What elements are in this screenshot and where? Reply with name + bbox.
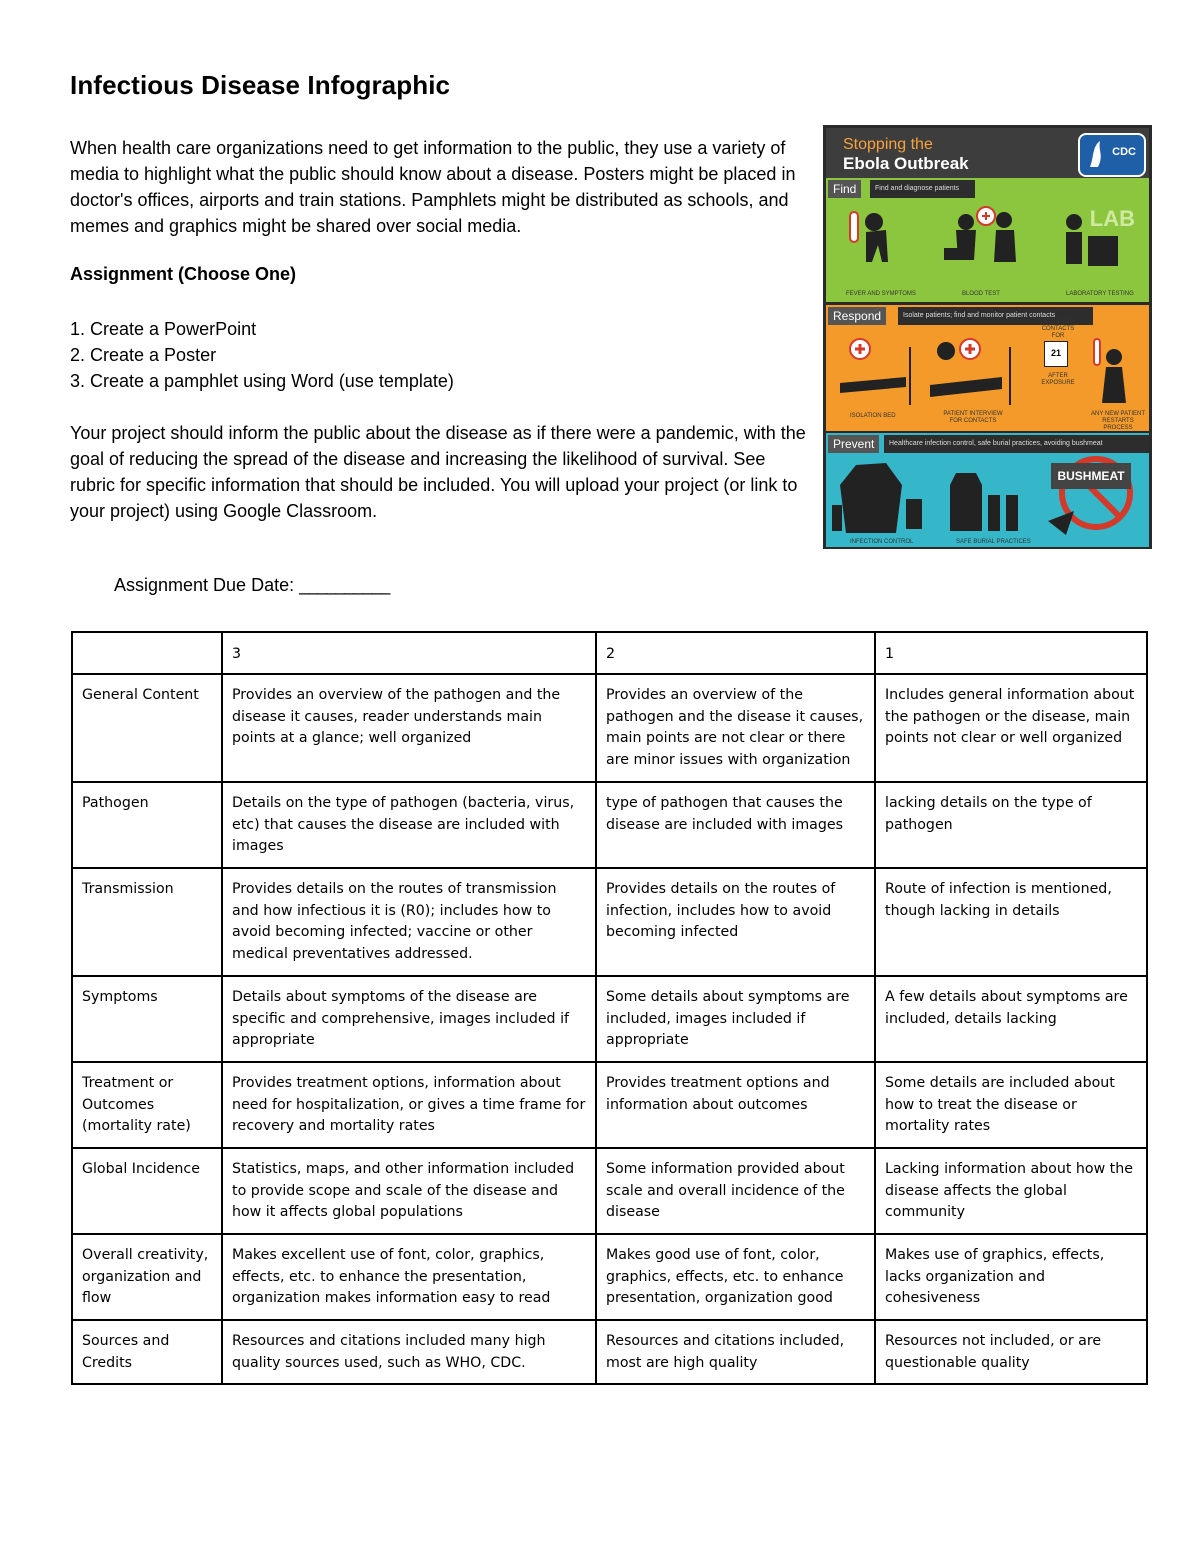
rubric-row — [72, 868, 1147, 976]
score-1-cell: lacking details on the type of pathogen — [875, 782, 1147, 868]
find-label: Find — [828, 180, 861, 198]
score-3-cell: Provides treatment options, information about need for hospitalization, or gives a time frame for recovery and mortality rates — [222, 1062, 596, 1148]
find-caption: LABORATORY TESTING — [1066, 291, 1134, 297]
poster-respond-section — [826, 305, 1149, 431]
score-2-cell: Provides details on the routes of infection, includes how to avoid becoming infected — [596, 868, 875, 976]
poster-prevent-section — [826, 433, 1149, 547]
cdc-logo — [1078, 133, 1146, 177]
criterion-cell: Transmission — [72, 868, 222, 976]
find-figures-icon — [826, 200, 1149, 300]
criterion-cell: Global Incidence — [72, 1148, 222, 1234]
poster-find-section — [826, 178, 1149, 302]
option-item: 3. Create a pamphlet using Word (use template) — [70, 371, 454, 391]
find-caption: FEVER AND SYMPTOMS — [846, 291, 916, 297]
project-paragraph: Your project should inform the public about the disease as if there were a pandemic, with the goal of reducing the spread of the disease and increasing the likelihood of survival. See rubric for specific information that should be included. You will upload your project (or link to your project) using Google Classroom. — [70, 423, 806, 521]
score-2-cell: Provides an overview of the pathogen and the disease it causes, main points are not clear or there are minor issues with organization — [596, 674, 875, 782]
respond-caption: ANY NEW PATIENT RESTARTS PROCESS — [1090, 411, 1145, 431]
respond-text: Isolate patients; find and monitor patient contacts — [898, 307, 1093, 325]
page-title: Infectious Disease Infographic — [70, 70, 451, 100]
score-1-cell: Includes general information about the pathogen or the disease, main points not clear or well organized — [875, 674, 1147, 782]
score-2-cell: Resources and citations included, most are high quality — [596, 1320, 875, 1384]
criterion-cell: Pathogen — [72, 782, 222, 868]
score-3-cell: Makes excellent use of font, color, graphics, effects, etc. to enhance the presentation, organization makes information easy to read — [222, 1234, 596, 1320]
score-3-cell: Provides an overview of the pathogen and the disease it causes, reader understands main points at a glance; well organized — [222, 674, 596, 782]
rubric-row — [72, 1062, 1147, 1148]
poster-title-line1: Stopping the — [843, 136, 933, 153]
rubric-row — [72, 1320, 1147, 1384]
score-3-cell: Statistics, maps, and other information included to provide scope and scale of the disease and how it affects global populations — [222, 1148, 596, 1234]
score-2-cell: Provides treatment options and information about outcomes — [596, 1062, 875, 1148]
respond-caption: PATIENT INTERVIEW FOR CONTACTS — [943, 411, 1003, 424]
prevent-label: Prevent — [828, 435, 879, 453]
score-3-cell: Provides details on the routes of transmission and how infectious it is (R0); includes how to avoid becoming infected; vaccine or other medical preventatives addressed. — [222, 868, 596, 976]
score-1-cell: Some details are included about how to treat the disease or mortality rates — [875, 1062, 1147, 1148]
prevent-text: Healthcare infection control, safe burial practices, avoiding bushmeat — [884, 435, 1149, 453]
rubric-header-row — [72, 632, 1147, 674]
cdc-logo-text: CDC — [1112, 146, 1136, 158]
criterion-cell: Treatment or Outcomes (mortality rate) — [72, 1062, 222, 1148]
score-1-cell: A few details about symptoms are included, details lacking — [875, 976, 1147, 1062]
eagle-icon — [1084, 137, 1114, 173]
poster-title-line2: Ebola Outbreak — [843, 154, 969, 173]
score-2-cell: type of pathogen that causes the disease are included with images — [596, 782, 875, 868]
poster-header — [826, 128, 1149, 178]
rubric-table — [71, 631, 1148, 1385]
prevent-caption: INFECTION CONTROL — [850, 539, 914, 545]
assignment-options — [70, 316, 454, 394]
find-text: Find and diagnose patients — [870, 180, 975, 198]
criterion-cell: General Content — [72, 674, 222, 782]
respond-label: Respond — [828, 307, 886, 325]
calendar-icon: 21 — [1044, 341, 1068, 367]
respond-caption: AFTER EXPOSURE — [1041, 373, 1075, 386]
score-1-cell: Makes use of graphics, effects, lacks organization and cohesiveness — [875, 1234, 1147, 1320]
due-date-label: Assignment Due Date: — [114, 575, 295, 595]
prevent-caption: SAFE BURIAL PRACTICES — [956, 539, 1031, 545]
score-2-cell: Makes good use of font, color, graphics, effects, etc. to enhance presentation, organization good — [596, 1234, 875, 1320]
criterion-cell: Overall creativity, organization and flow — [72, 1234, 222, 1320]
rubric-row — [72, 1148, 1147, 1234]
rubric-row — [72, 674, 1147, 782]
respond-caption: MONITOR CONTACTS FOR — [1041, 319, 1075, 339]
score-3-cell: Resources and citations included many high quality sources used, such as WHO, CDC. — [222, 1320, 596, 1384]
score-3-cell: Details about symptoms of the disease are specific and comprehensive, images included if appropriate — [222, 976, 596, 1062]
rubric-header-cell — [72, 632, 222, 674]
lab-text: LAB — [1089, 206, 1135, 231]
rubric-header-cell: 2 — [596, 632, 875, 674]
score-3-cell: Details on the type of pathogen (bacteria, virus, etc) that causes the disease are included with images — [222, 782, 596, 868]
bushmeat-text: BUSHMEAT — [1051, 463, 1131, 489]
ebola-poster-image — [823, 125, 1152, 549]
intro-paragraph: When health care organizations need to get information to the public, they use a variety of media to highlight what the public should know about a disease. Posters might be placed in doctor's offices, airports and train stations. Pamphlets might be distributed as schools, and memes and graphics might be shared over social media. — [70, 138, 796, 236]
rubric-row — [72, 782, 1147, 868]
due-date-blank: __________ — [299, 575, 390, 595]
rubric-row — [72, 1234, 1147, 1320]
criterion-cell: Sources and Credits — [72, 1320, 222, 1384]
rubric-row — [72, 976, 1147, 1062]
assignment-heading: Assignment (Choose One) — [70, 264, 297, 284]
score-1-cell: Lacking information about how the disease affects the global community — [875, 1148, 1147, 1234]
find-caption: BLOOD TEST — [962, 291, 1000, 297]
rubric-header-cell: 1 — [875, 632, 1147, 674]
option-item: 1. Create a PowerPoint — [70, 319, 257, 339]
rubric-header-cell: 3 — [222, 632, 596, 674]
score-2-cell: Some information provided about scale and overall incidence of the disease — [596, 1148, 875, 1234]
score-1-cell: Route of infection is mentioned, though lacking in details — [875, 868, 1147, 976]
respond-caption: ISOLATION BED — [850, 413, 896, 419]
due-date — [114, 575, 389, 596]
option-item: 2. Create a Poster — [70, 345, 217, 365]
score-2-cell: Some details about symptoms are included, images included if appropriate — [596, 976, 875, 1062]
score-1-cell: Resources not included, or are questionable quality — [875, 1320, 1147, 1384]
criterion-cell: Symptoms — [72, 976, 222, 1062]
